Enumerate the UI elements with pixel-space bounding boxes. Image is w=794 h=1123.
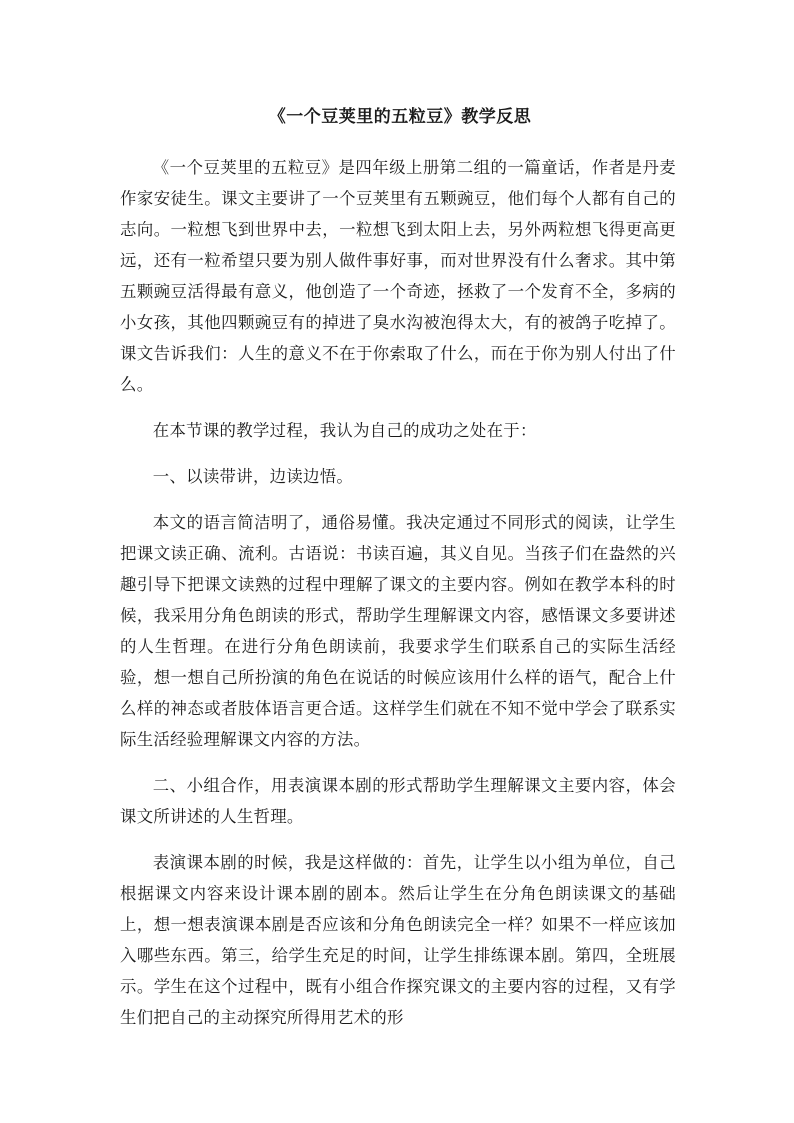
heading-point-two: 二、小组合作，用表演课本剧的形式帮助学生理解课文主要内容，体会课文所讲述的人生哲理。 — [120, 776, 676, 826]
paragraph-success-points: 在本节课的教学过程，我认为自己的成功之处在于： — [152, 421, 537, 440]
heading-point-one: 一、以读带讲，边读边悟。 — [152, 467, 354, 486]
paragraph-reading-method: 本文的语言简洁明了，通俗易懂。我决定通过不同形式的阅读，让学生把课文读正确、流利。古语说：书读百遍，其义自见。当孩子们在盎然的兴趣引导下把课文读熟的过程中理解了课文的主要内容。例如在教学本科的时候，我采用分角色朗读的形式，帮助学生理解课文内容，感悟课文多要讲述的人生哲理。在进行分角色朗读前，我要求学生们联系自己的实际生活经验，想一想自己所扮演的角色在说话的时候应该用什么样的语气，配合上什么样的神态或者肢体语言更合适。这样学生们就在不知不觉中学会了联系实际生活经验理解课文内容的方法。 — [120, 513, 676, 749]
document-body — [120, 152, 676, 1048]
paragraph-intro: 《一个豆荚里的五粒豆》是四年级上册第二组的一篇童话，作者是丹麦作家安徒生。课文主要讲了一个豆荚里有五颗豌豆，他们每个人都有自己的志向。一粒想飞到世界中去，一粒想飞到太阳上去，另外两粒想飞得更高更远，还有一粒希望只要为别人做件事好事，而对世界没有什么奢求。其中第五颗豌豆活得最有意义，他创造了一个奇迹，拯救了一个发育不全，多病的小女孩，其他四颗豌豆有的掉进了臭水沟被泡得太大，有的被鸽子吃掉了。课文告诉我们：人生的意义不在于你索取了什么，而在于你为别人付出了什么。 — [120, 158, 676, 394]
document-title: 《一个豆荚里的五粒豆》教学反思 — [268, 107, 532, 127]
paragraph-drama-method: 表演课本剧的时候，我是这样做的：首先，让学生以小组为单位，自己根据课文内容来设计课本剧的剧本。然后让学生在分角色朗读课文的基础上，想一想表演课本剧是否应该和分角色朗读完全一样？如果不一样应该加入哪些东西。第三，给学生充足的时间，让学生排练课本剧。第四，全班展示。学生在这个过程中，既有小组合作探究课文的主要内容的过程，又有学生们把自己的主动探究所得用艺术的形 — [120, 853, 676, 1027]
